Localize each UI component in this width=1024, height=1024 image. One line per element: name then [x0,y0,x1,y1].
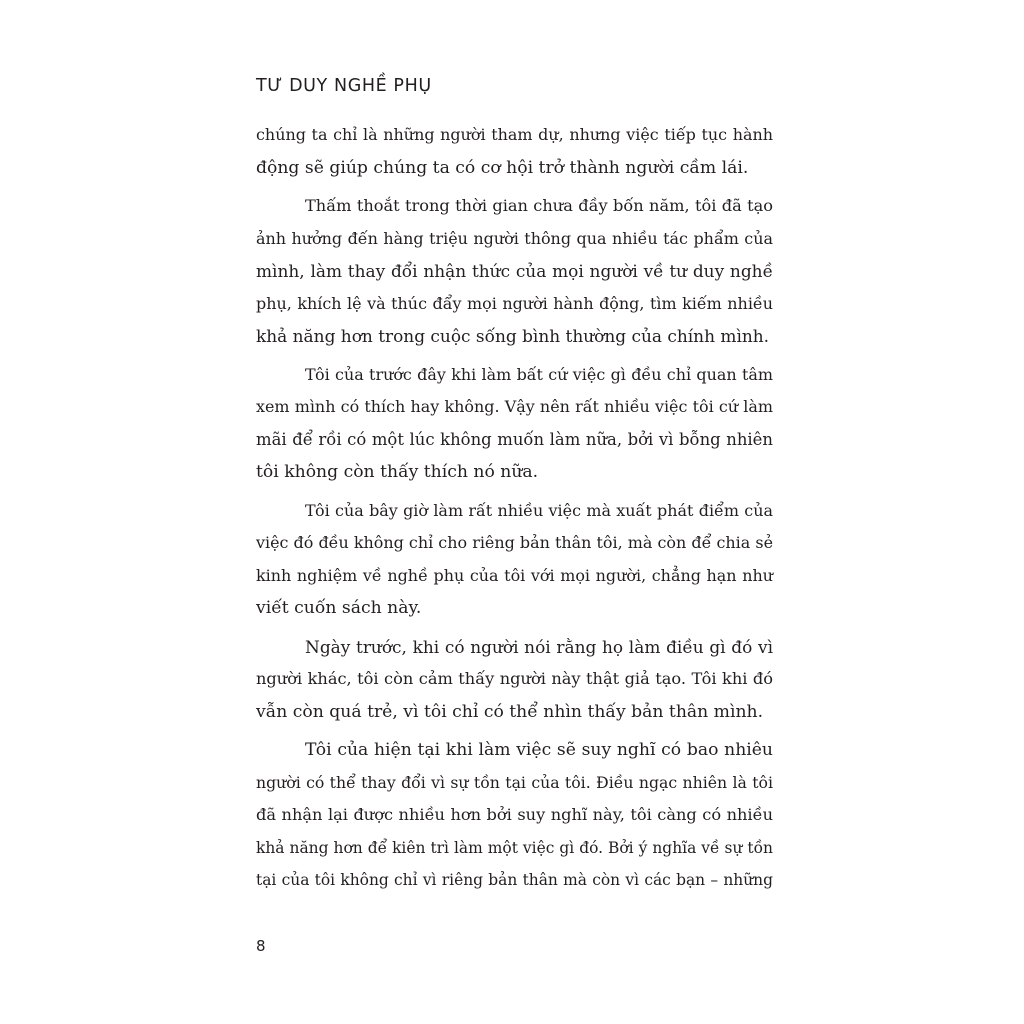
text-line: Ngày trước, khi có người nói rằng họ làm điều gì đó vì [305,636,773,657]
text-line: kinh nghiệm về nghề phụ của tôi với mọi người, chẳng hạn như [256,565,773,585]
text-line: việc đó đều không chỉ cho riêng bản thân tôi, mà còn để chia sẻ [256,533,773,552]
body-text [256,119,773,903]
text-line: động sẽ giúp chúng ta có cơ hội trở thành người cầm lái. [256,157,749,178]
text-line: tôi không còn thấy thích nó nữa. [256,462,539,482]
text-line: Tôi của hiện tại khi làm việc sẽ suy nghĩ có bao nhiêu [305,740,773,760]
text-line: Tôi của bây giờ làm rất nhiều việc mà xuất phát điểm của [305,500,773,520]
text-line: đã nhận lại được nhiều hơn bởi suy nghĩ này, tôi càng có nhiều [256,805,773,824]
paragraph [256,631,773,729]
text-line: chúng ta chỉ là những người tham dự, nhưng việc tiếp tục hành [256,125,773,144]
running-header: TƯ DUY NGHỀ PHỤ [256,76,432,96]
paragraph [256,190,773,353]
text-line: khả năng hơn trong cuộc sống bình thường của chính mình. [256,326,770,346]
paragraph [256,734,773,897]
text-line: ảnh hưởng đến hàng triệu người thông qua nhiều tác phẩm của [256,228,773,248]
text-line: mình, làm thay đổi nhận thức của mọi người về tư duy nghề [256,261,773,281]
paragraph [256,359,773,489]
text-line: Thấm thoắt trong thời gian chưa đầy bốn năm, tôi đã tạo [305,196,773,215]
text-line: khả năng hơn để kiên trì làm một việc gì đó. Bởi ý nghĩa về sự tồn [256,838,773,857]
text-line: xem mình có thích hay không. Vậy nên rất nhiều việc tôi cứ làm [256,397,773,416]
page-number: 8 [256,937,266,955]
paragraph [256,119,773,184]
text-line: mãi để rồi có một lúc không muốn làm nữa, bởi vì bỗng nhiên [256,429,773,449]
text-line: viết cuốn sách này. [256,598,422,618]
text-line: vẫn còn quá trẻ, vì tôi chỉ có thể nhìn thấy bản thân mình. [256,701,764,722]
paragraph [256,495,773,625]
text-line: Tôi của trước đây khi làm bất cứ việc gì đều chỉ quan tâm [305,364,773,384]
text-line: người có thể thay đổi vì sự tồn tại của tôi. Điều ngạc nhiên là tôi [256,772,773,792]
text-line: người khác, tôi còn cảm thấy người này thật giả tạo. Tôi khi đó [256,669,773,688]
text-line: phụ, khích lệ và thúc đẩy mọi người hành động, tìm kiếm nhiều [256,293,773,313]
text-line: tại của tôi không chỉ vì riêng bản thân mà còn vì các bạn – những [256,871,773,889]
